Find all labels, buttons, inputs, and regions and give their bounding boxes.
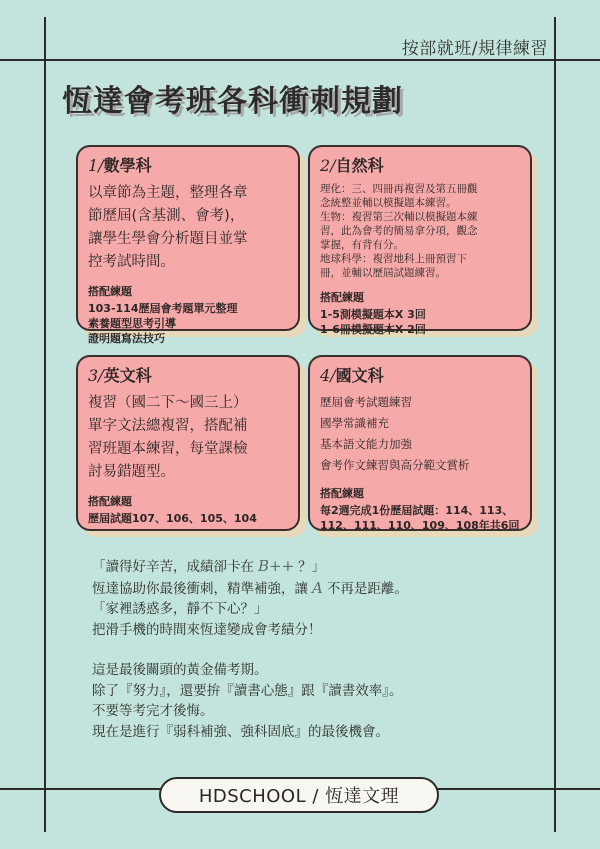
science-card — [308, 145, 532, 336]
essay-line: 不要等考完才後悔。 — [92, 703, 214, 719]
practice-block — [320, 486, 522, 533]
card-subject: 英文科 — [103, 366, 152, 385]
essay-text: 「讀得好辛苦，成績卻卡在 — [92, 559, 254, 575]
card-body — [320, 182, 522, 280]
card-number: 3/ — [88, 366, 104, 385]
body-line: 念統整並輔以模擬題本練習。 — [320, 197, 457, 209]
card-subject: 數學科 — [103, 156, 152, 175]
card-title — [320, 153, 522, 176]
essay-text: ？」 — [298, 559, 326, 575]
card-subject: 自然科 — [335, 156, 384, 175]
chinese-card — [308, 355, 532, 531]
frame-top-line — [0, 59, 600, 61]
practice-heading: 搭配練題 — [88, 495, 132, 508]
body-line: 冊，並輔以歷屆試題練習。 — [320, 267, 446, 279]
body-line: 基本語文能力加強 — [320, 437, 412, 451]
footer-brand: HDSCHOOL / 恆達文理 — [159, 777, 439, 813]
body-line: 國學常識補充 — [320, 416, 389, 430]
page-title: 恆達會考班各科衝刺規劃 — [62, 84, 403, 119]
practice-item: 素養題型思考引導 — [88, 317, 176, 330]
card-subject: 國文科 — [335, 366, 384, 385]
card-title — [88, 363, 290, 386]
body-line: 複習（國二下～國三上） — [88, 395, 248, 411]
essay-text: 恆達協助你最後衝刺，精準補強，讓 — [92, 580, 308, 597]
grade-b-script: B++ — [258, 557, 295, 575]
practice-item: 103-114歷屆會考題單元整理 — [88, 302, 238, 315]
card-body — [88, 392, 290, 484]
body-line: 控考試時間。 — [88, 254, 175, 270]
card-body — [88, 182, 290, 274]
practice-block — [320, 290, 522, 337]
body-line: 節歷屆(含基測、會考)， — [88, 208, 245, 224]
promo-text — [92, 556, 542, 742]
math-card — [76, 145, 300, 345]
essay-line: 把滑手機的時間來恆達變成會考績分！ — [92, 621, 322, 638]
essay-gap — [92, 640, 542, 660]
body-line: 單字文法總複習，搭配補 — [88, 418, 248, 434]
practice-heading: 搭配練題 — [320, 291, 364, 304]
essay-line: 這是最後關頭的黃金備考期。 — [92, 662, 268, 678]
body-line: 讓學生學會分析題目並掌 — [88, 231, 248, 247]
practice-item: 112、111、110、109、108年共6回 — [320, 519, 520, 532]
body-line: 地球科學：複習地科上冊預習下 — [320, 253, 467, 265]
body-line: 會考作文練習與高分範文賞析 — [320, 458, 470, 472]
body-line: 歷屆會考試題練習 — [320, 395, 412, 409]
card-number: 4/ — [320, 366, 336, 385]
practice-item: 1-6冊模擬題本X 2回 — [320, 323, 426, 336]
essay-text: 不再是距離。 — [326, 580, 408, 597]
essay-line: 除了『努力』，還要拚『讀書心態』跟『讀書效率』。 — [92, 682, 403, 699]
frame-right-line — [554, 17, 556, 832]
essay-line — [92, 556, 542, 578]
practice-block — [88, 284, 290, 346]
body-line: 討易錯題型。 — [88, 464, 175, 480]
practice-block — [88, 494, 290, 526]
practice-item: 1-5測模擬題本X 3回 — [320, 308, 426, 321]
grade-a-script: A — [312, 578, 323, 597]
practice-item: 每2週完成1份歷屆試題：114、113、 — [320, 504, 514, 517]
card-number: 2/ — [320, 156, 336, 175]
card-body — [320, 392, 522, 476]
frame-left-line — [44, 17, 46, 832]
essay-line: 「家裡誘惑多，靜不下心？」 — [92, 601, 268, 617]
body-line: 習班題本練習，每堂課檢 — [88, 441, 248, 457]
card-title — [88, 153, 290, 176]
card-number: 1/ — [88, 156, 104, 175]
body-line: 理化：三、四冊再複習及第五冊觀 — [320, 183, 478, 195]
english-card — [76, 355, 300, 531]
practice-item: 證明題寫法技巧 — [88, 332, 165, 345]
body-line: 以章節為主題，整理各章 — [88, 185, 248, 201]
practice-heading: 搭配練題 — [88, 285, 132, 298]
card-title — [320, 363, 522, 386]
body-line: 生物：複習第三次輔以模擬題本練 — [320, 211, 478, 223]
practice-heading: 搭配練題 — [320, 487, 364, 500]
body-line: 習，此為會考的簡易拿分項，觀念 — [320, 225, 478, 237]
essay-line: 現在是進行『弱科補強、強科固底』的最後機會。 — [92, 723, 389, 740]
body-line: 掌握，有背有分。 — [320, 239, 404, 251]
essay-line — [92, 578, 542, 600]
practice-item: 歷屆試題107、106、105、104 — [88, 512, 257, 525]
header-tag: 按部就班/規律練習 — [401, 39, 548, 59]
